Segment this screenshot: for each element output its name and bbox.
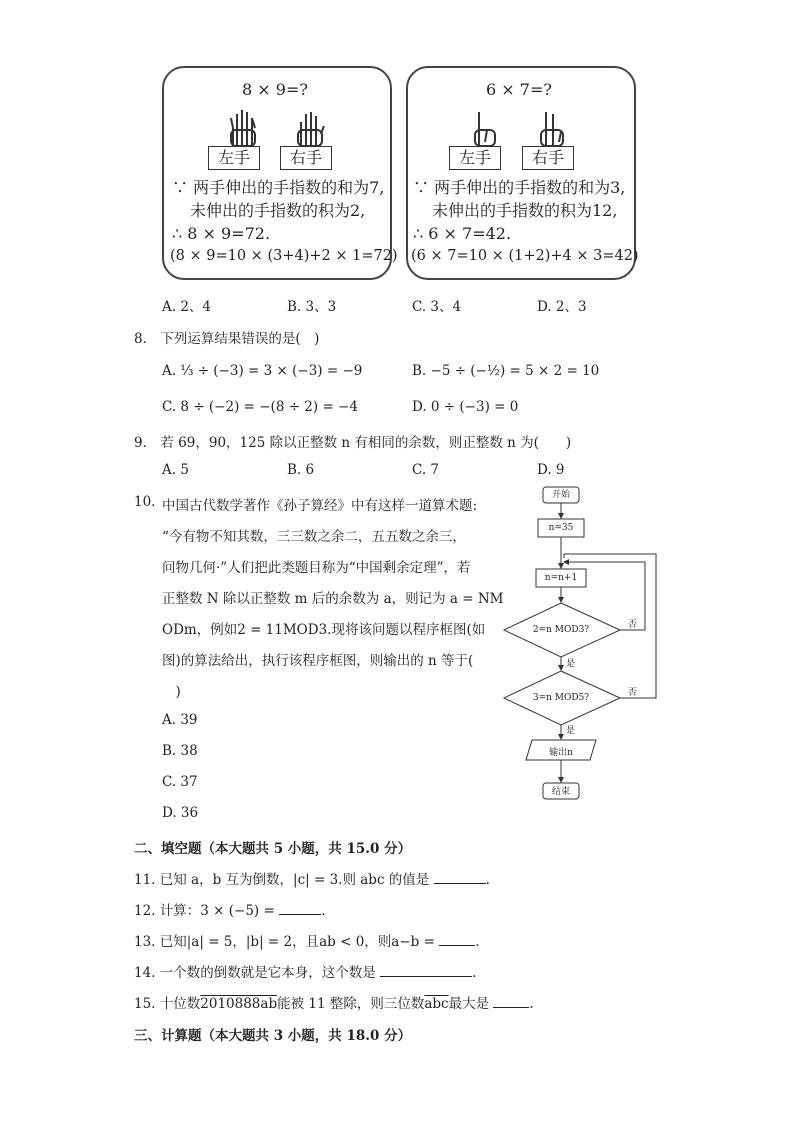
q10-option-c[interactable]: C. 37 <box>162 774 198 790</box>
flowchart-step: n=n+1 <box>544 573 578 583</box>
right-line2: 未伸出的手指数的积为12, <box>432 201 618 220</box>
q15-abc: $\overline{abc}$ <box>424 996 449 1012</box>
left-title: 8 × 9=? <box>242 80 308 99</box>
flowchart-cond2: 3=n MOD5? <box>532 693 590 703</box>
flowchart-start: 开始 <box>551 490 570 500</box>
right-hand-icon <box>292 106 328 148</box>
q15-number: 2010888ab <box>200 996 278 1012</box>
q14-answer-blank[interactable] <box>380 964 472 977</box>
q10-line: 图)的算法给出，执行该程序框图，则输出的 n 等于( <box>162 653 474 669</box>
q8-stem: 8. 下列运算结果错误的是( ) <box>134 331 320 347</box>
flowchart-output: 输出n <box>549 748 573 758</box>
left-hand-icon <box>225 106 261 148</box>
q10-option-d[interactable]: D. 36 <box>162 805 199 821</box>
q9-stem: 9. 若 69，90，125 除以正整数 n 有相同的余数，则正整数 n 为( ) <box>134 435 572 451</box>
q13-text: 13. 已知|a| = 5，|b| = 2，且ab < 0，则a−b = <box>134 934 435 950</box>
q7-option-a[interactable]: A. 2、4 <box>162 299 212 315</box>
q10-line: 问物几何·”人们把此类题目称为“中国剩余定理”，若 <box>162 560 471 576</box>
q9-option-b[interactable]: B. 6 <box>287 462 315 478</box>
q8-option-d[interactable]: D. 0 ÷ (−3) = 0 <box>412 399 519 415</box>
section3-title: 三、计算题（本大题共 3 小题，共 18.0 分） <box>134 1028 412 1044</box>
right-title: 6 × 7=? <box>486 80 552 99</box>
flowchart-no-label: 否 <box>628 620 638 630</box>
left-line3: ∴ 8 × 9=72. <box>172 224 271 243</box>
flowchart-end: 结束 <box>551 787 570 797</box>
q8-option-b[interactable]: B. −5 ÷ (−½) = 5 × 2 = 10 <box>412 363 600 379</box>
q10-number: 10. <box>134 494 156 510</box>
q12-text: 12. 计算：3 × (−5) = <box>134 903 275 919</box>
q10-line: ODm，例如2 = 11MOD3.现将该问题以程序框图(如 <box>162 622 486 638</box>
q10-option-b[interactable]: B. 38 <box>162 743 198 759</box>
left-line1: ∵ 两手伸出的手指数的和为7, <box>172 178 385 197</box>
right-line3: ∴ 6 × 7=42. <box>413 224 512 243</box>
q8-option-a[interactable]: A. ⅓ ÷ (−3) = 3 × (−3) = −9 <box>162 363 363 379</box>
q12: 12. 计算：3 × (−5) = . <box>134 903 326 919</box>
q15-text: 能被 11 整除，则三位数 <box>277 996 425 1012</box>
q11-answer-blank[interactable] <box>434 871 486 884</box>
q10-line: “今有物不知其数，三三数之余二，五五数之余三， <box>162 529 466 545</box>
flowchart-cond1: 2=n MOD3? <box>532 625 590 635</box>
q15: 15. 十位数2010888ab能被 11 整除，则三位数$\overline{abc}$最大是 . <box>134 996 534 1012</box>
left-hand-icon <box>467 106 503 148</box>
q7-option-c[interactable]: C. 3、4 <box>412 299 462 315</box>
q14: 14. 一个数的倒数就是它本身，这个数是 . <box>134 965 477 981</box>
q15-text: 15. 十位数 <box>134 996 201 1012</box>
right-hand-label: 右手 <box>280 146 332 170</box>
flowchart-init: n=35 <box>548 523 574 533</box>
flowchart-yes-label: 是 <box>566 726 576 736</box>
flowchart-yes-label: 是 <box>566 659 576 669</box>
q7-option-b[interactable]: B. 3、3 <box>287 299 337 315</box>
q13: 13. 已知|a| = 5，|b| = 2，且ab < 0，则a−b = . <box>134 934 480 950</box>
q9-option-c[interactable]: C. 7 <box>412 462 440 478</box>
q11: 11. 已知 a，b 互为倒数，|c| = 3.则 abc 的值是 . <box>134 872 490 888</box>
q8-option-c[interactable]: C. 8 ÷ (−2) = −(8 ÷ 2) = −4 <box>162 399 358 415</box>
q7-option-d[interactable]: D. 2、3 <box>537 299 587 315</box>
q15-answer-blank[interactable] <box>493 995 529 1008</box>
left-hand-label: 左手 <box>449 146 501 170</box>
q10-line: 正整数 N 除以正整数 m 后的余数为 a，则记为 a = NM <box>162 591 504 607</box>
q10-option-a[interactable]: A. 39 <box>162 712 198 728</box>
left-line4: (8 × 9=10 × (3+4)+2 × 1=72) <box>170 248 398 264</box>
left-line2: 未伸出的手指数的积为2, <box>190 201 366 220</box>
right-line1: ∵ 两手伸出的手指数的和为3, <box>413 178 626 197</box>
right-hand-icon <box>533 106 569 148</box>
q10-line: 中国古代数学著作《孙子算经》中有这样一道算术题: <box>162 498 478 514</box>
right-line4: (6 × 7=10 × (1+2)+4 × 3=42) <box>411 248 639 264</box>
q11-text: 11. 已知 a，b 互为倒数，|c| = 3.则 abc 的值是 <box>134 872 430 888</box>
q9-option-a[interactable]: A. 5 <box>162 462 189 478</box>
q9-option-d[interactable]: D. 9 <box>537 462 565 478</box>
section2-title: 二、填空题（本大题共 5 小题，共 15.0 分） <box>134 841 412 857</box>
flowchart-no-label: 否 <box>628 688 638 698</box>
right-hand-label: 右手 <box>522 146 574 170</box>
q13-answer-blank[interactable] <box>439 933 475 946</box>
q15-text: 最大是 <box>448 996 490 1012</box>
q10-line: ) <box>162 684 181 700</box>
q12-answer-blank[interactable] <box>279 902 321 915</box>
left-hand-label: 左手 <box>208 146 260 170</box>
q14-text: 14. 一个数的倒数就是它本身，这个数是 <box>134 965 376 981</box>
